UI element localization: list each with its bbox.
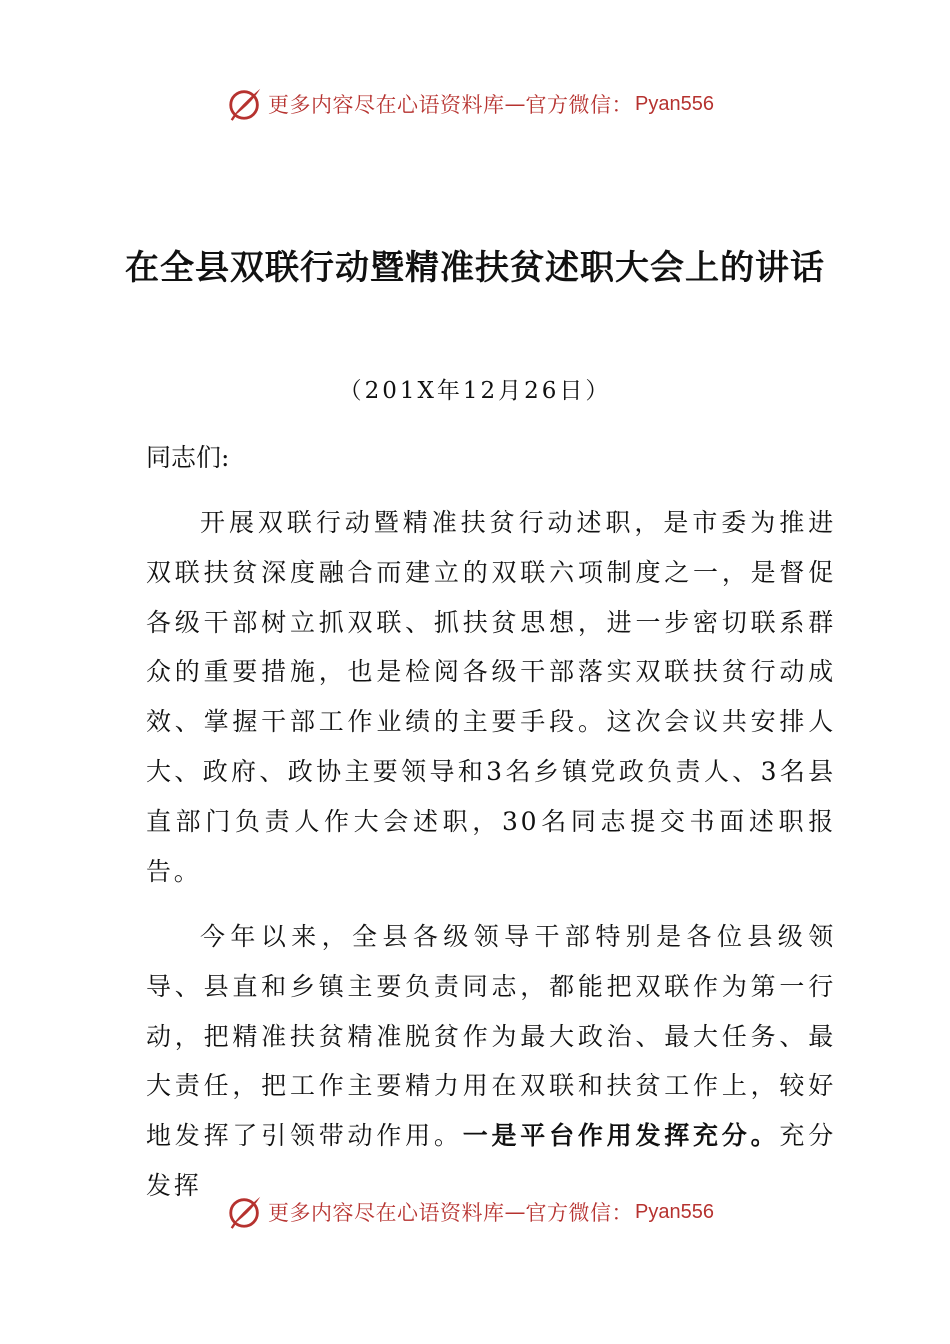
paragraph-2-bold-point: 一是平台作用发挥充分。 [462,1121,780,1151]
watermark-separator: — [504,92,526,116]
watermark-wechat-id: Pyan556 [635,1200,714,1223]
watermark-text: 更多内容尽在心语资料库 [268,1201,505,1225]
paragraph-2-intro: 今年以来，全县各级领导干部特别是各位县级领导、县直和乡镇主要负责同志，都能把双联作为第一行动，把精准扶贫精准脱贫作为最大政治、最大任务、最大责任，把工作主要精力用在双联和扶贫工作上，较好地发挥了引领带动作用。 [146,922,836,1151]
paragraph-2-tail: 充分发挥 [146,1121,836,1200]
header-watermark-banner [226,84,714,124]
watermark-wechat-id: Pyan556 [635,92,714,115]
paragraph-2 [146,912,836,1211]
watermark-text: 更多内容尽在心语资料库 [268,93,505,117]
quill-logo-icon [226,85,264,123]
document-date: （201X年12月26日） [338,378,612,404]
salutation: 同志们: [146,443,230,472]
document-title: 在全县双联行动暨精准扶贫述职大会上的讲话 [125,248,825,288]
footer-watermark-banner [226,1192,714,1232]
paragraph-1: 开展双联行动暨精准扶贫行动述职，是市委为推进双联扶贫深度融合而建立的双联六项制度之一，是督促各级干部树立抓双联、抓扶贫思想，进一步密切联系群众的重要措施，也是检阅各级干部落实双联扶贫行动成效、掌握干部工作业绩的主要手段。这次会议共安排人大、政府、政协主要领导和3名乡镇党政负责人、3名县直部门负责人作大会述职，30名同志提交书面述职报告。 [146,508,836,886]
watermark-wechat-label: 官方微信： [525,93,633,117]
watermark-wechat-label: 官方微信： [525,1201,633,1225]
watermark-separator: — [504,1200,526,1224]
quill-logo-icon [226,1193,264,1231]
